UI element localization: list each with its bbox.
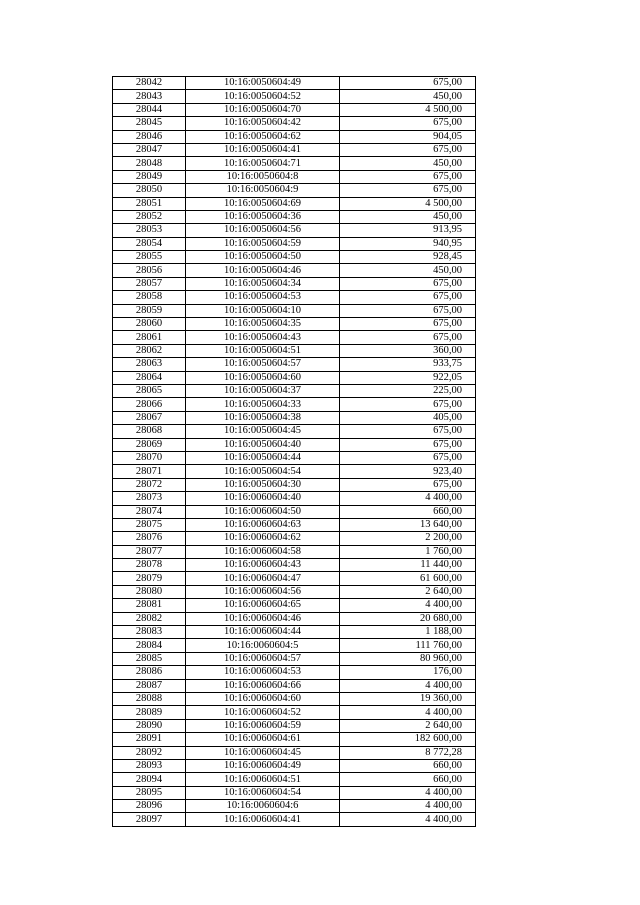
row-number-cell: 28057 (113, 277, 186, 290)
cadastral-number-cell: 10:16:0050604:42 (186, 117, 340, 130)
cadastral-number-cell: 10:16:0050604:52 (186, 90, 340, 103)
amount-cell: 675,00 (340, 425, 476, 438)
cadastral-number-cell: 10:16:0060604:65 (186, 599, 340, 612)
table-row (113, 733, 476, 746)
amount-cell: 675,00 (340, 438, 476, 451)
cadastral-number-cell: 10:16:0050604:71 (186, 157, 340, 170)
amount-cell: 940,95 (340, 237, 476, 250)
row-number-cell: 28052 (113, 210, 186, 223)
amount-cell: 11 440,00 (340, 559, 476, 572)
table-row (113, 77, 476, 90)
cadastral-number-cell: 10:16:0050604:45 (186, 425, 340, 438)
amount-cell: 450,00 (340, 90, 476, 103)
amount-cell: 660,00 (340, 505, 476, 518)
cadastral-number-cell: 10:16:0050604:54 (186, 465, 340, 478)
row-number-cell: 28097 (113, 813, 186, 826)
table-row (113, 746, 476, 759)
cadastral-number-cell: 10:16:0050604:53 (186, 291, 340, 304)
amount-cell: 4 500,00 (340, 197, 476, 210)
table-row (113, 451, 476, 464)
table-row (113, 184, 476, 197)
table-row (113, 813, 476, 826)
table-row (113, 585, 476, 598)
row-number-cell: 28050 (113, 184, 186, 197)
row-number-cell: 28061 (113, 331, 186, 344)
cadastral-number-cell: 10:16:0060604:5 (186, 639, 340, 652)
cadastral-number-cell: 10:16:0050604:57 (186, 358, 340, 371)
row-number-cell: 28059 (113, 304, 186, 317)
row-number-cell: 28085 (113, 652, 186, 665)
row-number-cell: 28066 (113, 398, 186, 411)
cadastral-number-cell: 10:16:0050604:56 (186, 224, 340, 237)
row-number-cell: 28062 (113, 344, 186, 357)
table-row (113, 572, 476, 585)
amount-cell: 8 772,28 (340, 746, 476, 759)
table-row (113, 545, 476, 558)
table-row (113, 170, 476, 183)
cadastral-number-cell: 10:16:0060604:62 (186, 532, 340, 545)
table-row (113, 599, 476, 612)
cadastral-number-cell: 10:16:0060604:56 (186, 585, 340, 598)
amount-cell: 660,00 (340, 759, 476, 772)
row-number-cell: 28051 (113, 197, 186, 210)
row-number-cell: 28064 (113, 371, 186, 384)
table-row (113, 358, 476, 371)
table-row (113, 210, 476, 223)
amount-cell: 675,00 (340, 398, 476, 411)
table-row (113, 518, 476, 531)
amount-cell: 675,00 (340, 304, 476, 317)
amount-cell: 405,00 (340, 411, 476, 424)
table-row (113, 251, 476, 264)
table-row (113, 505, 476, 518)
amount-cell: 450,00 (340, 210, 476, 223)
table-row (113, 398, 476, 411)
amount-cell: 4 400,00 (340, 706, 476, 719)
cadastral-number-cell: 10:16:0060604:52 (186, 706, 340, 719)
row-number-cell: 28090 (113, 719, 186, 732)
table-row (113, 639, 476, 652)
row-number-cell: 28055 (113, 251, 186, 264)
table-row (113, 666, 476, 679)
amount-cell: 928,45 (340, 251, 476, 264)
amount-cell: 4 400,00 (340, 800, 476, 813)
amount-cell: 4 400,00 (340, 786, 476, 799)
cadastral-number-cell: 10:16:0060604:46 (186, 612, 340, 625)
amount-cell: 913,95 (340, 224, 476, 237)
table-row (113, 759, 476, 772)
cadastral-number-cell: 10:16:0060604:61 (186, 733, 340, 746)
table-row (113, 411, 476, 424)
cadastral-number-cell: 10:16:0050604:36 (186, 210, 340, 223)
row-number-cell: 28070 (113, 451, 186, 464)
amount-cell: 2 200,00 (340, 532, 476, 545)
table-row (113, 652, 476, 665)
amount-cell: 675,00 (340, 184, 476, 197)
row-number-cell: 28092 (113, 746, 186, 759)
row-number-cell: 28048 (113, 157, 186, 170)
table-row (113, 90, 476, 103)
table-row (113, 465, 476, 478)
table-row (113, 237, 476, 250)
amount-cell: 80 960,00 (340, 652, 476, 665)
table-row (113, 679, 476, 692)
row-number-cell: 28060 (113, 318, 186, 331)
table-row (113, 224, 476, 237)
amount-cell: 2 640,00 (340, 585, 476, 598)
amount-cell: 4 400,00 (340, 679, 476, 692)
row-number-cell: 28054 (113, 237, 186, 250)
table-row (113, 719, 476, 732)
row-number-cell: 28080 (113, 585, 186, 598)
row-number-cell: 28081 (113, 599, 186, 612)
table-body (113, 77, 476, 827)
row-number-cell: 28091 (113, 733, 186, 746)
row-number-cell: 28072 (113, 478, 186, 491)
row-number-cell: 28096 (113, 800, 186, 813)
cadastral-number-cell: 10:16:0060604:66 (186, 679, 340, 692)
row-number-cell: 28042 (113, 77, 186, 90)
amount-cell: 675,00 (340, 77, 476, 90)
cadastral-number-cell: 10:16:0050604:43 (186, 331, 340, 344)
cadastral-number-cell: 10:16:0050604:62 (186, 130, 340, 143)
row-number-cell: 28068 (113, 425, 186, 438)
row-number-cell: 28065 (113, 384, 186, 397)
table-row (113, 264, 476, 277)
amount-cell: 1 760,00 (340, 545, 476, 558)
cadastral-number-cell: 10:16:0050604:46 (186, 264, 340, 277)
row-number-cell: 28047 (113, 143, 186, 156)
table-row (113, 197, 476, 210)
row-number-cell: 28053 (113, 224, 186, 237)
table-row (113, 157, 476, 170)
table-row (113, 291, 476, 304)
cadastral-number-cell: 10:16:0060604:6 (186, 800, 340, 813)
row-number-cell: 28078 (113, 559, 186, 572)
row-number-cell: 28084 (113, 639, 186, 652)
table-row (113, 692, 476, 705)
amount-cell: 2 640,00 (340, 719, 476, 732)
table-row (113, 706, 476, 719)
amount-cell: 675,00 (340, 331, 476, 344)
amount-cell: 61 600,00 (340, 572, 476, 585)
cadastral-number-cell: 10:16:0060604:60 (186, 692, 340, 705)
amount-cell: 450,00 (340, 264, 476, 277)
table-row (113, 371, 476, 384)
row-number-cell: 28045 (113, 117, 186, 130)
cadastral-number-cell: 10:16:0050604:9 (186, 184, 340, 197)
cadastral-number-cell: 10:16:0060604:41 (186, 813, 340, 826)
cadastral-number-cell: 10:16:0060604:57 (186, 652, 340, 665)
cadastral-number-cell: 10:16:0050604:44 (186, 451, 340, 464)
cadastral-number-cell: 10:16:0060604:43 (186, 559, 340, 572)
cadastral-number-cell: 10:16:0060604:50 (186, 505, 340, 518)
cadastral-number-cell: 10:16:0050604:34 (186, 277, 340, 290)
cadastral-number-cell: 10:16:0050604:30 (186, 478, 340, 491)
amount-cell: 450,00 (340, 157, 476, 170)
cadastral-number-cell: 10:16:0050604:41 (186, 143, 340, 156)
cadastral-number-cell: 10:16:0060604:44 (186, 626, 340, 639)
cadastral-number-cell: 10:16:0060604:54 (186, 786, 340, 799)
amount-cell: 360,00 (340, 344, 476, 357)
amount-cell: 20 680,00 (340, 612, 476, 625)
parcel-table (112, 76, 476, 827)
row-number-cell: 28049 (113, 170, 186, 183)
cadastral-number-cell: 10:16:0050604:70 (186, 103, 340, 116)
amount-cell: 1 188,00 (340, 626, 476, 639)
row-number-cell: 28076 (113, 532, 186, 545)
cadastral-number-cell: 10:16:0060604:59 (186, 719, 340, 732)
amount-cell: 13 640,00 (340, 518, 476, 531)
row-number-cell: 28046 (113, 130, 186, 143)
amount-cell: 182 600,00 (340, 733, 476, 746)
cadastral-number-cell: 10:16:0050604:59 (186, 237, 340, 250)
row-number-cell: 28087 (113, 679, 186, 692)
amount-cell: 4 500,00 (340, 103, 476, 116)
amount-cell: 4 400,00 (340, 492, 476, 505)
row-number-cell: 28067 (113, 411, 186, 424)
amount-cell: 675,00 (340, 318, 476, 331)
cadastral-number-cell: 10:16:0060604:49 (186, 759, 340, 772)
amount-cell: 675,00 (340, 170, 476, 183)
table-row (113, 800, 476, 813)
amount-cell: 111 760,00 (340, 639, 476, 652)
row-number-cell: 28069 (113, 438, 186, 451)
cadastral-number-cell: 10:16:0050604:50 (186, 251, 340, 264)
cadastral-number-cell: 10:16:0060604:47 (186, 572, 340, 585)
row-number-cell: 28079 (113, 572, 186, 585)
table-row (113, 344, 476, 357)
cadastral-number-cell: 10:16:0050604:8 (186, 170, 340, 183)
amount-cell: 675,00 (340, 277, 476, 290)
row-number-cell: 28093 (113, 759, 186, 772)
table-row (113, 103, 476, 116)
cadastral-number-cell: 10:16:0060604:51 (186, 773, 340, 786)
row-number-cell: 28074 (113, 505, 186, 518)
cadastral-number-cell: 10:16:0050604:10 (186, 304, 340, 317)
cadastral-number-cell: 10:16:0060604:45 (186, 746, 340, 759)
table-row (113, 773, 476, 786)
amount-cell: 4 400,00 (340, 599, 476, 612)
row-number-cell: 28056 (113, 264, 186, 277)
row-number-cell: 28063 (113, 358, 186, 371)
cadastral-number-cell: 10:16:0050604:40 (186, 438, 340, 451)
cadastral-number-cell: 10:16:0050604:38 (186, 411, 340, 424)
table-row (113, 559, 476, 572)
amount-cell: 225,00 (340, 384, 476, 397)
table-row (113, 304, 476, 317)
amount-cell: 19 360,00 (340, 692, 476, 705)
row-number-cell: 28075 (113, 518, 186, 531)
table-row (113, 612, 476, 625)
table-row (113, 331, 476, 344)
row-number-cell: 28073 (113, 492, 186, 505)
row-number-cell: 28088 (113, 692, 186, 705)
cadastral-number-cell: 10:16:0060604:63 (186, 518, 340, 531)
cadastral-number-cell: 10:16:0060604:58 (186, 545, 340, 558)
cadastral-number-cell: 10:16:0050604:37 (186, 384, 340, 397)
amount-cell: 922,05 (340, 371, 476, 384)
cadastral-number-cell: 10:16:0050604:49 (186, 77, 340, 90)
table-row (113, 626, 476, 639)
cadastral-number-cell: 10:16:0050604:60 (186, 371, 340, 384)
table-row (113, 130, 476, 143)
amount-cell: 923,40 (340, 465, 476, 478)
amount-cell: 675,00 (340, 451, 476, 464)
amount-cell: 675,00 (340, 478, 476, 491)
cadastral-number-cell: 10:16:0050604:35 (186, 318, 340, 331)
row-number-cell: 28094 (113, 773, 186, 786)
row-number-cell: 28086 (113, 666, 186, 679)
table-row (113, 492, 476, 505)
cadastral-number-cell: 10:16:0050604:33 (186, 398, 340, 411)
row-number-cell: 28083 (113, 626, 186, 639)
amount-cell: 933,75 (340, 358, 476, 371)
amount-cell: 675,00 (340, 143, 476, 156)
amount-cell: 176,00 (340, 666, 476, 679)
row-number-cell: 28077 (113, 545, 186, 558)
amount-cell: 675,00 (340, 291, 476, 304)
row-number-cell: 28044 (113, 103, 186, 116)
table-row (113, 318, 476, 331)
table-row (113, 277, 476, 290)
table-row (113, 478, 476, 491)
table-row (113, 143, 476, 156)
row-number-cell: 28089 (113, 706, 186, 719)
table-row (113, 117, 476, 130)
table-row (113, 438, 476, 451)
table-row (113, 786, 476, 799)
cadastral-number-cell: 10:16:0050604:69 (186, 197, 340, 210)
table-row (113, 532, 476, 545)
amount-cell: 904,05 (340, 130, 476, 143)
amount-cell: 660,00 (340, 773, 476, 786)
amount-cell: 675,00 (340, 117, 476, 130)
cadastral-number-cell: 10:16:0060604:40 (186, 492, 340, 505)
row-number-cell: 28082 (113, 612, 186, 625)
cadastral-number-cell: 10:16:0060604:53 (186, 666, 340, 679)
table-row (113, 425, 476, 438)
row-number-cell: 28071 (113, 465, 186, 478)
amount-cell: 4 400,00 (340, 813, 476, 826)
row-number-cell: 28095 (113, 786, 186, 799)
row-number-cell: 28058 (113, 291, 186, 304)
table-row (113, 384, 476, 397)
cadastral-number-cell: 10:16:0050604:51 (186, 344, 340, 357)
row-number-cell: 28043 (113, 90, 186, 103)
